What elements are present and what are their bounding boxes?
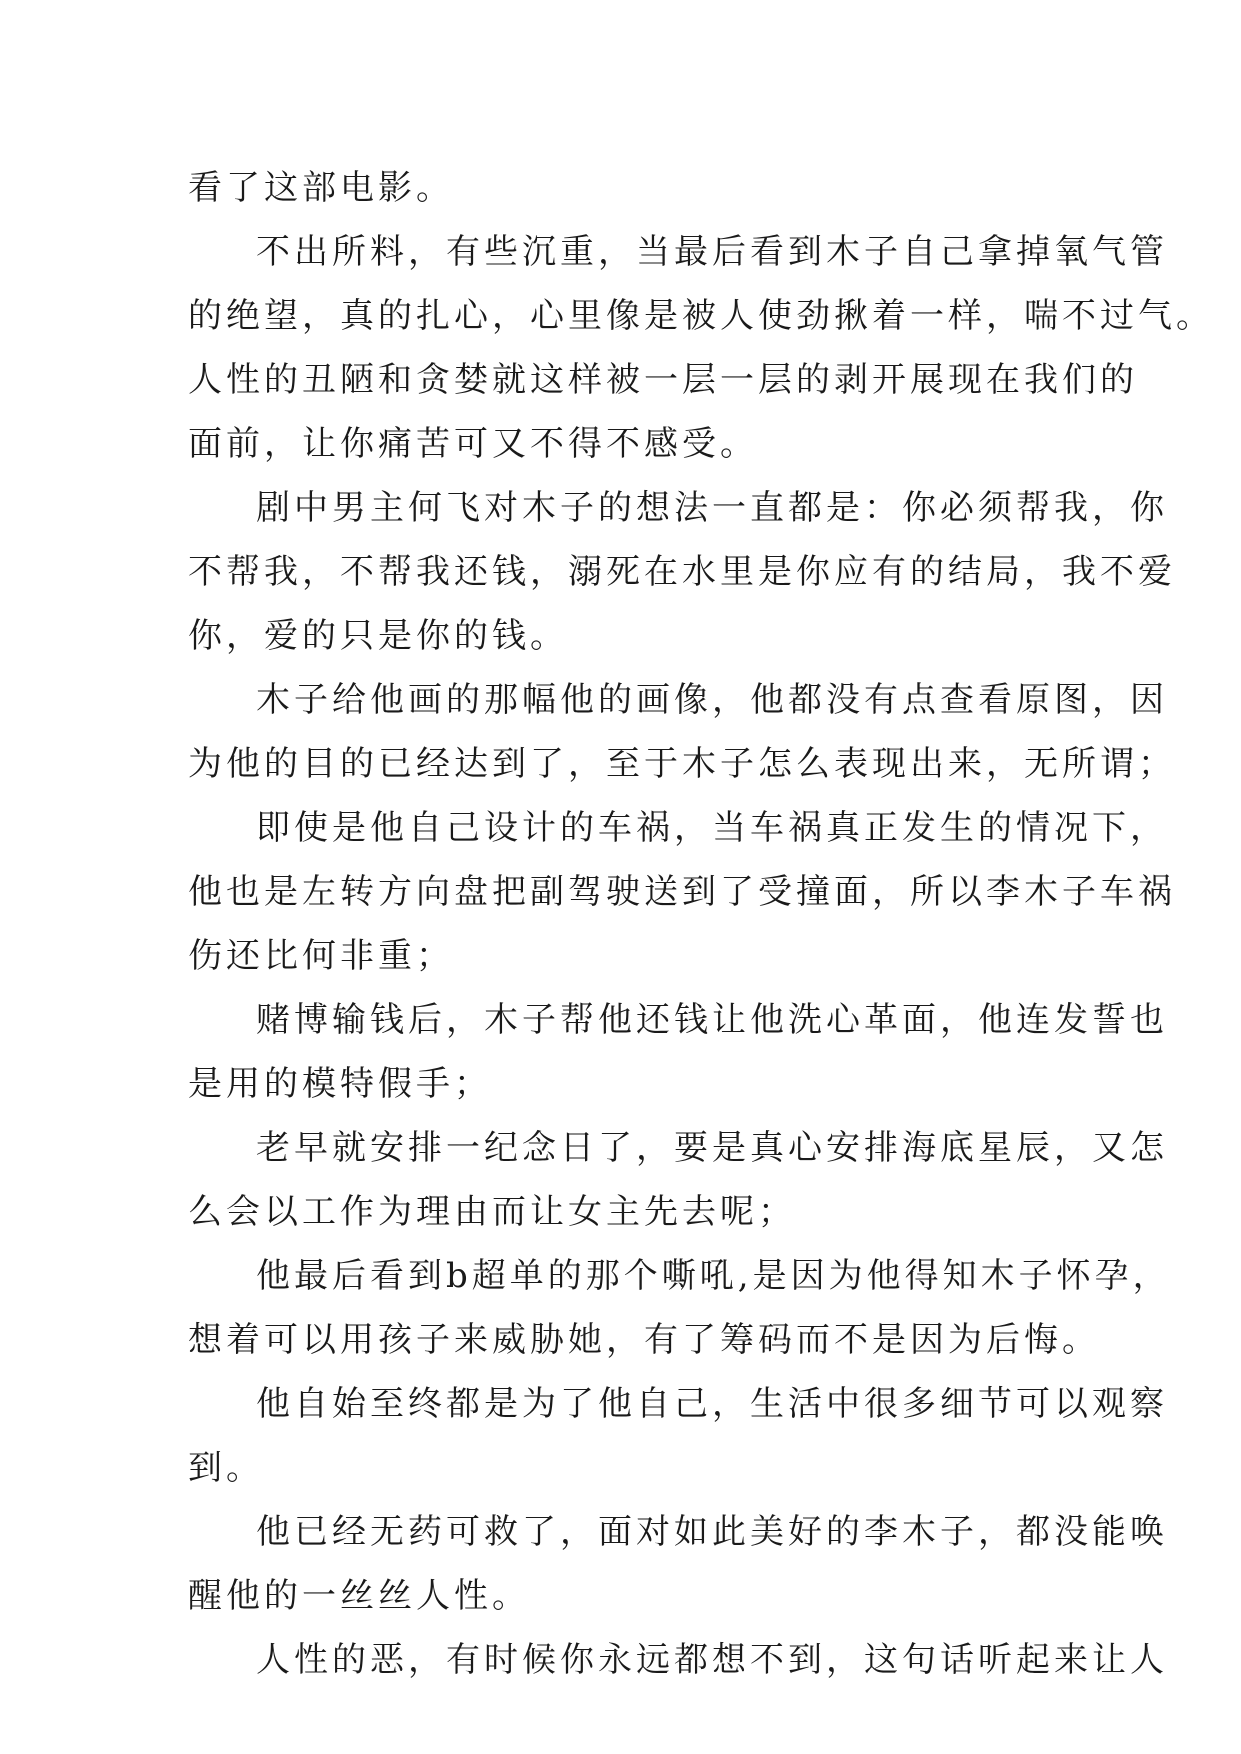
text-line: 老早就安排一纪念日了，要是真心安排海底星辰，又怎 (256, 1128, 1168, 1168)
text-line: 人性的恶，有时候你永远都想不到，这句话听起来让人 (256, 1640, 1168, 1680)
text-line: 他自始至终都是为了他自己，生活中很多细节可以观察 (256, 1384, 1168, 1424)
text-line: 不帮我，不帮我还钱，溺死在水里是你应有的结局，我不爱 (188, 552, 1176, 592)
text-line: 人性的丑陋和贪婪就这样被一层一层的剥开展现在我们的 (188, 360, 1138, 400)
text-line: 他最后看到b超单的那个嘶吼,是因为他得知木子怀孕， (256, 1256, 1171, 1296)
text-line: 的绝望，真的扎心，心里像是被人使劲揪着一样，喘不过气。 (188, 296, 1214, 336)
text-line: 即使是他自己设计的车祸，当车祸真正发生的情况下， (256, 808, 1168, 848)
text-line: 赌博输钱后，木子帮他还钱让他洗心革面，他连发誓也 (256, 1000, 1168, 1040)
text-line: 他也是左转方向盘把副驾驶送到了受撞面，所以李木子车祸 (188, 872, 1176, 912)
text-line: 木子给他画的那幅他的画像，他都没有点查看原图，因 (256, 680, 1168, 720)
text-line: 看了这部电影。 (188, 168, 454, 208)
text-line: 是用的模特假手； (188, 1064, 492, 1104)
text-line: 伤还比何非重； (188, 936, 454, 976)
text-line: 剧中男主何飞对木子的想法一直都是：你必须帮我，你 (256, 488, 1168, 528)
text-line: 到。 (188, 1448, 264, 1488)
text-line: 他已经无药可救了，面对如此美好的李木子，都没能唤 (256, 1512, 1168, 1552)
text-line: 你，爱的只是你的钱。 (188, 616, 568, 656)
text-line: 不出所料，有些沉重，当最后看到木子自己拿掉氧气管 (256, 232, 1168, 272)
text-line: 醒他的一丝丝人性。 (188, 1576, 530, 1616)
text-line: 面前，让你痛苦可又不得不感受。 (188, 424, 758, 464)
body-text (188, 156, 1214, 1692)
text-line: 为他的目的已经达到了，至于木子怎么表现出来，无所谓； (188, 744, 1176, 784)
text-line: 么会以工作为理由而让女主先去呢； (188, 1192, 796, 1232)
text-line: 想着可以用孩子来威胁她，有了筹码而不是因为后悔。 (188, 1320, 1100, 1360)
